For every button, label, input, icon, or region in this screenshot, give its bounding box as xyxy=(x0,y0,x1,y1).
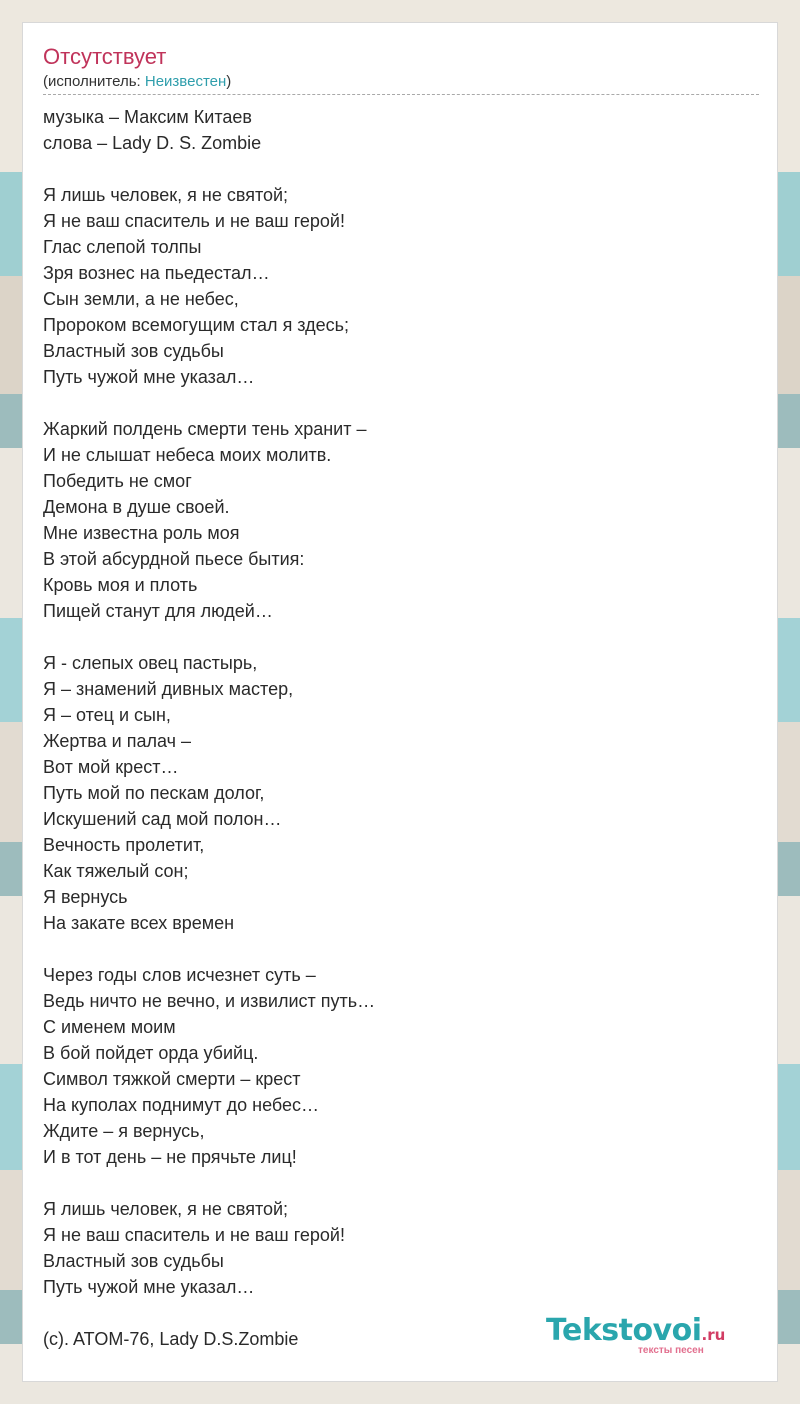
lyric-line: Я - слепых овец пастырь, xyxy=(43,653,258,673)
lyric-line: музыка – Максим Китаев xyxy=(43,107,252,127)
lyric-line: Жаркий полдень смерти тень хранит – xyxy=(43,419,367,439)
performer-line xyxy=(43,73,231,90)
lyric-line: Вечность пролетит, xyxy=(43,835,205,855)
lyric-line: Я лишь человек, я не святой; xyxy=(43,1199,289,1219)
lyric-line: Через годы слов исчезнет суть – xyxy=(43,965,316,985)
lyric-line: Я не ваш спаситель и не ваш герой! xyxy=(43,211,345,231)
performer-suffix: ) xyxy=(226,73,232,90)
lyric-line: Властный зов судьбы xyxy=(43,341,224,361)
lyric-line: Глас слепой толпы xyxy=(43,237,202,257)
lyric-line: Искушений сад мой полон… xyxy=(43,809,282,829)
lyric-line: Кровь моя и плоть xyxy=(43,575,198,595)
song-title: Отсутствует xyxy=(43,44,167,69)
lyric-line: Я не ваш спаситель и не ваш герой! xyxy=(43,1225,345,1245)
lyric-line: С именем моим xyxy=(43,1017,176,1037)
stanza-gap xyxy=(43,1170,759,1196)
lyrics-text xyxy=(43,104,759,1352)
title-divider xyxy=(43,94,759,95)
lyric-line: Зря вознес на пьедестал… xyxy=(43,263,270,283)
lyric-line: Сын земли, а не небес, xyxy=(43,289,239,309)
lyric-line: Пищей станут для людей… xyxy=(43,601,273,621)
lyric-line: Путь чужой мне указал… xyxy=(43,367,255,387)
logo-name: Tekstovoi xyxy=(546,1313,702,1348)
lyric-line: Я – отец и сын, xyxy=(43,705,171,725)
lyric-line: Жертва и палач – xyxy=(43,731,191,751)
lyric-line: Пророком всемогущим стал я здесь; xyxy=(43,315,350,335)
lyric-line: В этой абсурдной пьесе бытия: xyxy=(43,549,305,569)
lyric-line: Ведь ничто не вечно, и извилист путь… xyxy=(43,991,376,1011)
lyric-line: В бой пойдет орда убийц. xyxy=(43,1043,259,1063)
lyric-line: На куполах поднимут до небес… xyxy=(43,1095,320,1115)
lyric-line: Я лишь человек, я не святой; xyxy=(43,185,289,205)
stanza-gap xyxy=(43,156,759,182)
stanza-gap xyxy=(43,390,759,416)
lyric-line: Путь мой по пескам долог, xyxy=(43,783,265,803)
logo-tld: .ru xyxy=(701,1326,726,1344)
lyric-line: На закате всех времен xyxy=(43,913,235,933)
lyric-line: (c). ATOM-76, Lady D.S.Zombie xyxy=(43,1329,299,1349)
performer-prefix: (исполнитель: xyxy=(43,73,145,90)
lyric-line: И в тот день – не прячьте лиц! xyxy=(43,1147,297,1167)
lyric-line: Я вернусь xyxy=(43,887,128,907)
lyric-line: И не слышат небеса моих молитв. xyxy=(43,445,332,465)
stanza-gap xyxy=(43,624,759,650)
performer-link[interactable]: Неизвестен xyxy=(144,73,227,90)
logo-tagline: тексты песен xyxy=(638,1345,704,1356)
lyric-line: Мне известна роль моя xyxy=(43,523,240,543)
lyric-line: Победить не смог xyxy=(43,471,192,491)
lyric-line: Властный зов судьбы xyxy=(43,1251,224,1271)
lyric-line: Символ тяжкой смерти – крест xyxy=(43,1069,301,1089)
lyrics-card xyxy=(22,22,778,1382)
lyric-line: Ждите – я вернусь, xyxy=(43,1121,205,1141)
lyric-line: Демона в душе своей. xyxy=(43,497,230,517)
stanza-gap xyxy=(43,936,759,962)
lyric-line: слова – Lady D. S. Zombie xyxy=(43,133,262,153)
lyric-line: Вот мой крест… xyxy=(43,757,179,777)
lyric-line: Как тяжелый сон; xyxy=(43,861,189,881)
lyric-line: Я – знамений дивных мастер, xyxy=(43,679,294,699)
lyric-line: Путь чужой мне указал… xyxy=(43,1277,255,1297)
site-logo[interactable] xyxy=(546,1314,752,1356)
